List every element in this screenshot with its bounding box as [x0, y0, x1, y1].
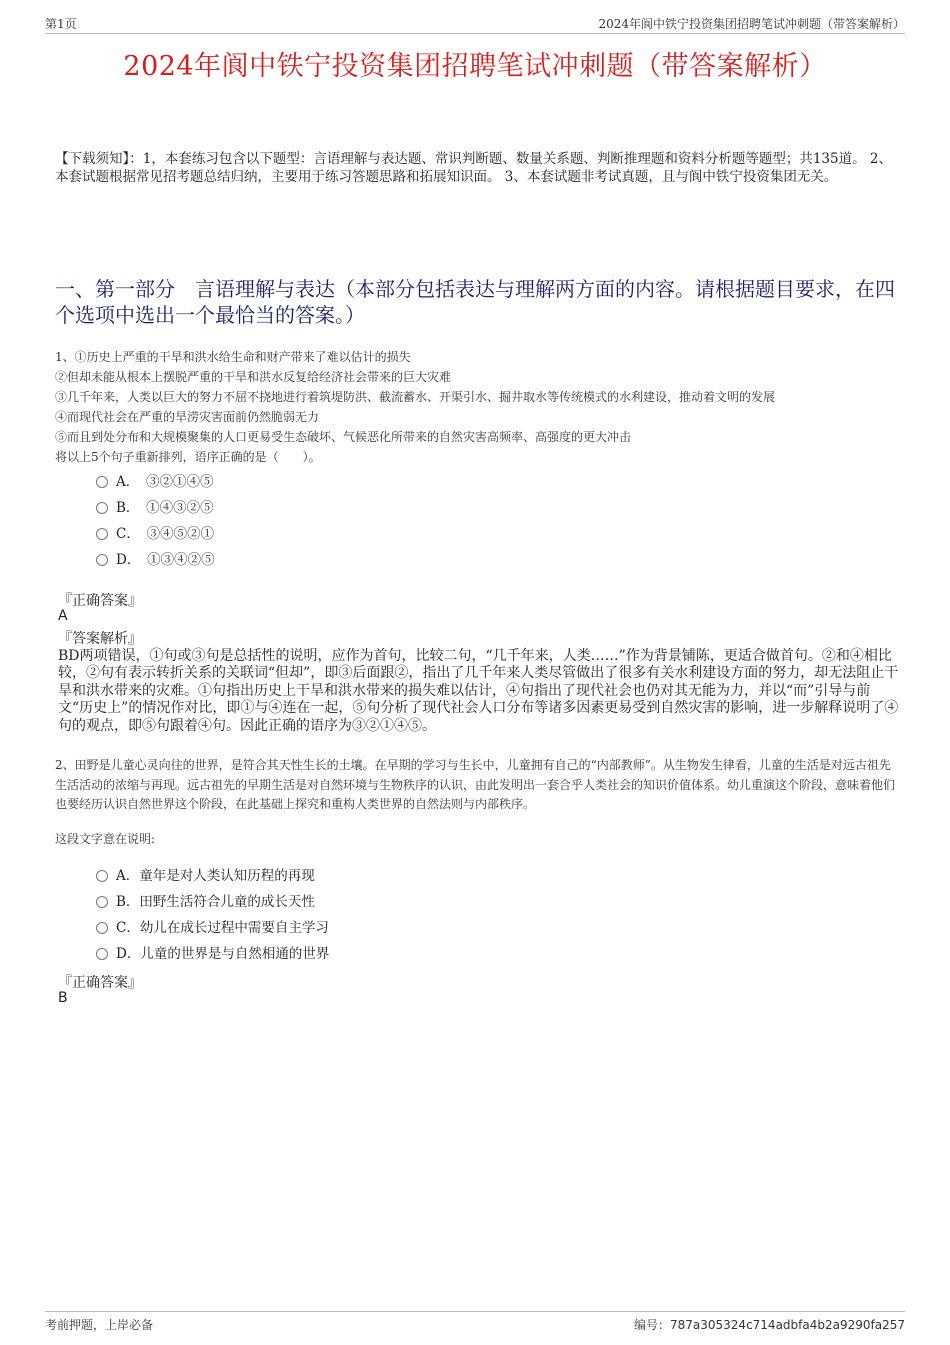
q2-option-a[interactable] — [96, 864, 315, 884]
q2-option-b-label: B．田野生活符合儿童的成长天性 — [116, 894, 315, 910]
q2-option-d-label: D．儿童的世界是与自然相通的世界 — [116, 946, 330, 962]
radio-icon[interactable] — [96, 554, 108, 566]
radio-icon[interactable] — [96, 948, 108, 960]
q2-option-b[interactable] — [96, 890, 315, 910]
footer-code — [634, 1316, 905, 1333]
q2-answer-label: 『正确答案』 — [58, 975, 142, 991]
page-number: 第1页 — [45, 17, 77, 31]
q1-line: ③几千年来，人类以巨大的努力不屈不挠地进行着筑堤防洪、截流蓄水、开渠引水、掘井取水等传统模式的水利建设，推动着文明的发展 — [55, 390, 776, 404]
radio-icon[interactable] — [96, 922, 108, 934]
q2-option-c-label: C．幼儿在成长过程中需要自主学习 — [116, 920, 329, 936]
q1-line: ②但却未能从根本上摆脱严重的干旱和洪水反复给经济社会带来的巨大灾难 — [55, 370, 452, 384]
header-doc-title: 2024年阆中铁宁投资集团招聘笔试冲刺题（带答案解析） — [598, 17, 905, 31]
radio-icon[interactable] — [96, 870, 108, 882]
page-title: 2024年阆中铁宁投资集团招聘笔试冲刺题（带答案解析） — [123, 51, 827, 82]
section-heading: 一、第一部分 言语理解与表达（本部分包括表达与理解两方面的内容。请根据题目要求，在四个选项中选出一个最恰当的答案。） — [55, 277, 895, 327]
radio-icon[interactable] — [96, 896, 108, 908]
q1-option-c[interactable] — [96, 522, 214, 542]
q1-line: ④而现代社会在严重的旱涝灾害面前仍然脆弱无力 — [55, 410, 320, 424]
q2-option-d[interactable] — [96, 942, 329, 962]
q1-option-a[interactable] — [96, 470, 214, 490]
q1-line: 1、①历史上严重的干旱和洪水给生命和财产带来了难以估计的损失 — [55, 350, 411, 364]
q1-option-a-label: A． ③②①④⑤ — [116, 474, 214, 490]
q1-analysis-label: 『答案解析』 — [58, 631, 142, 647]
footer-code-value: 787a305324c714adbfa4b2a9290fa257 — [670, 1318, 905, 1332]
q2-option-a-label: A．童年是对人类认知历程的再现 — [116, 868, 315, 884]
question-2-text: 2、田野是儿童心灵向往的世界，是符合其天性生长的土壤。在早期的学习与生长中，儿童拥有自己的“内部教师”。从生物发生律看，儿童的生活是对远古祖先生活活动的浓缩与再现。远古祖先的早期生活是对自然环境与生物秩序的认识，由此发明出一套合乎人类社会的知识价值体系。幼儿重演这个阶段，意味着他们也要经历认识自然世界这个阶段，在此基础上探究和重构人类世界的自然法则与内部秩序。 — [55, 758, 896, 811]
header-rule — [45, 33, 905, 34]
q2-answer: B — [58, 990, 68, 1006]
q1-answer: A — [58, 608, 68, 624]
q1-option-c-label: C． ③④⑤②① — [116, 526, 215, 542]
q1-option-b-label: B． ①④③②⑤ — [116, 500, 214, 516]
download-notice: 【下载须知】：1，本套练习包含以下题型：言语理解与表达题、常识判断题、数量关系题、判断推理题和资料分析题等题型；共135道。 2、本套试题根据常见招考题总结归纳，主要用于练习答题思路和拓展知识面。 3、本套试题非考试真题，且与阆中铁宁投资集团无关。 — [55, 151, 892, 185]
question-1 — [55, 347, 900, 467]
footer-rule — [45, 1311, 905, 1312]
q1-option-d-label: D． ①③④②⑤ — [116, 552, 215, 568]
radio-icon[interactable] — [96, 528, 108, 540]
q1-analysis: BD两项错误，①句或③句是总括性的说明，应作为首句，比较二句，“几千年来，人类……”作为背景铺陈，更适合做首句。②和④相比较，②句有表示转折关系的关联词“但却”，即③后面跟②，指出了几千年来人类尽管做出了很多有关水利建设方面的努力，却无法阻止干旱和洪水带来的灾难。①句指出历史上干旱和洪水带来的损失难以估计，④句指出了现代社会也仍对其无能为力，并以“而”引导与前文“历史上”的情况作对比，即①与④连在一起，⑤句分析了现代社会人口分布等诸多因素更易受到自然灾害的影响，进一步解释说明了④句的观点，即⑤句跟着④句。因此正确的语序为③②①④⑤。 — [58, 648, 899, 734]
q1-line: 将以上5个句子重新排列，语序正确的是（ ）。 — [55, 450, 321, 464]
question-2-prompt: 这段文字意在说明: — [55, 832, 156, 846]
q1-option-b[interactable] — [96, 496, 214, 516]
q1-option-d[interactable] — [96, 548, 215, 568]
q1-line: ⑤而且到处分布和大规模聚集的人口更易受生态破坏、气候恶化所带来的自然灾害高频率、高强度的更大冲击 — [55, 430, 632, 444]
radio-icon[interactable] — [96, 476, 108, 488]
q2-option-c[interactable] — [96, 916, 329, 936]
radio-icon[interactable] — [96, 502, 108, 514]
q1-answer-label: 『正确答案』 — [58, 593, 142, 609]
footer-slogan: 考前押题，上岸必备 — [45, 1318, 154, 1332]
footer-code-label: 编号： — [633, 1318, 670, 1332]
